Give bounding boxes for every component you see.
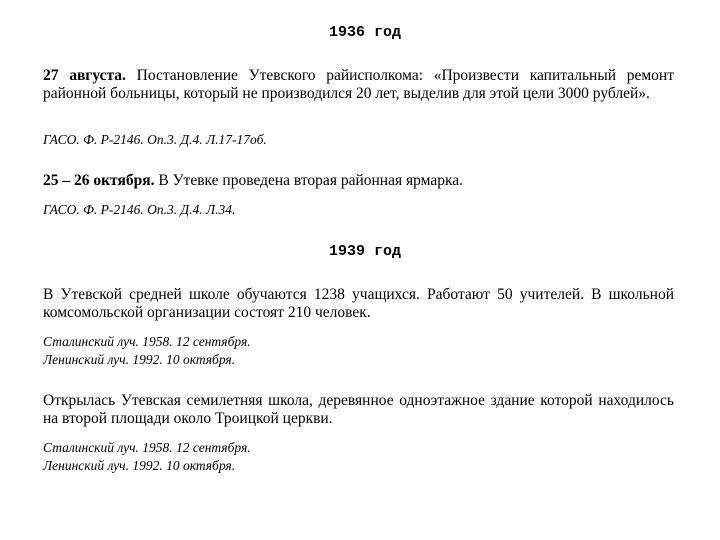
entry-text: В Утевской средней школе обучаются 1238 учащихся. Работают 50 учителей. В школьной комсомольской организации состоят 210 человек.	[43, 286, 674, 321]
entry-text: Открылась Утевская семилетняя школа, деревянное одноэтажное здание которой находилось на второй площади около Троицкой церкви.	[43, 392, 674, 427]
entry-paragraph	[43, 172, 674, 190]
source-line: Сталинский луч. 1958. 12 сентября.	[43, 334, 251, 349]
entry-paragraph	[43, 392, 674, 428]
year-heading-1939: 1939 год	[328, 243, 401, 260]
entry-text: Постановление Утевского райисполкома: «Произвести капитальный ремонт районной больницы, который не производился 20 лет, выделив для этой цели 3000 рублей».	[43, 67, 674, 102]
entry-source	[43, 333, 674, 369]
source-line: Ленинский луч. 1992. 10 октября.	[43, 352, 236, 367]
year-heading-1936: 1936 год	[328, 24, 401, 41]
entry-paragraph	[43, 286, 674, 322]
entry-source	[43, 201, 674, 219]
entry-text: В Утевке проведена вторая районная ярмарка.	[154, 172, 463, 189]
source-line: ГАСО. Ф. Р-2146. Оп.3. Д.4. Л.34.	[43, 202, 236, 217]
source-line: Сталинский луч. 1958. 12 сентября.	[43, 440, 251, 455]
entry-paragraph	[43, 67, 674, 103]
source-line: ГАСО. Ф. Р-2146. Оп.3. Д.4. Л.17-17об.	[43, 132, 267, 147]
source-line: Ленинский луч. 1992. 10 октября.	[43, 458, 236, 473]
entry-source	[43, 439, 674, 475]
entry-date: 27 августа.	[43, 67, 126, 84]
entry-source	[43, 131, 674, 149]
entry-date: 25 – 26 октября.	[43, 172, 155, 189]
